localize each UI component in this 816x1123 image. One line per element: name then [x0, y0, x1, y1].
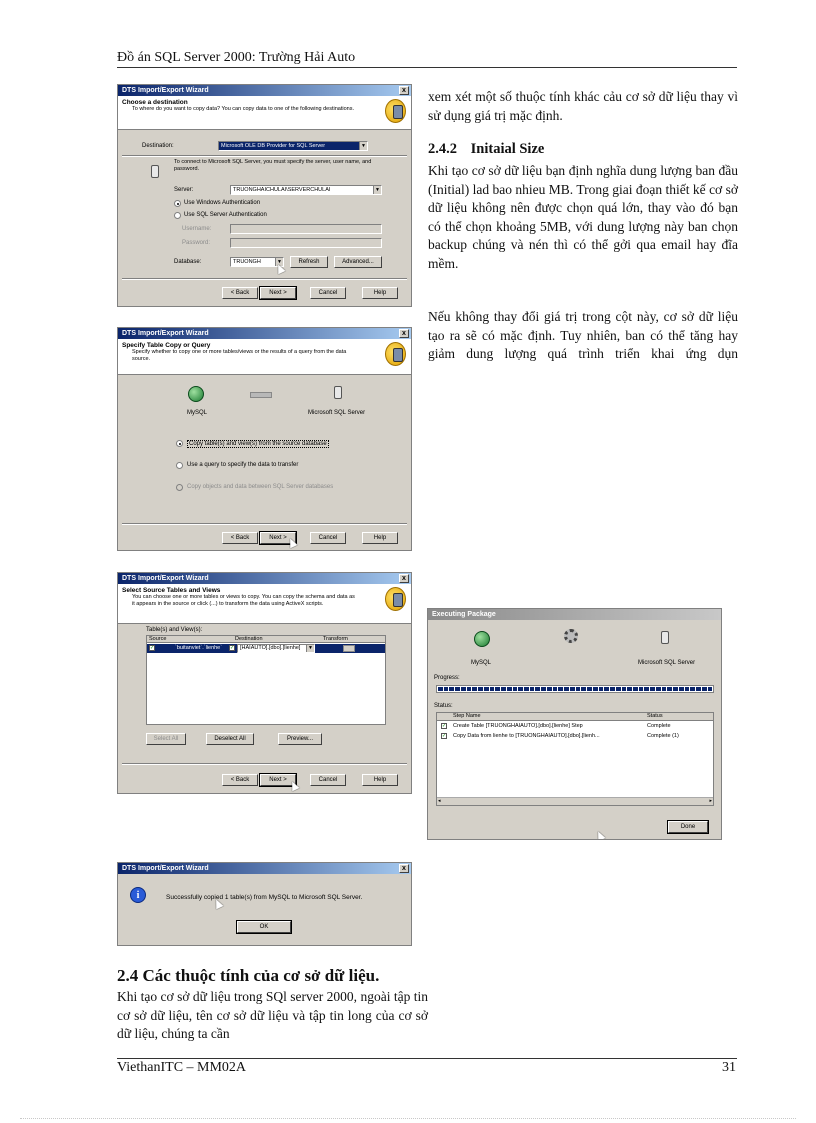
server-label: Server:: [174, 187, 194, 193]
back-button[interactable]: < Back: [222, 774, 258, 786]
progress-segment: [604, 687, 609, 691]
row-source: `buitanviet`.`lienhe`: [175, 645, 223, 651]
close-button[interactable]: x: [399, 574, 409, 583]
mouse-cursor-icon: [288, 780, 299, 792]
database-value: TRUONGH: [233, 259, 261, 265]
col-transform: Transform: [323, 636, 348, 642]
footer-rule: [117, 1058, 737, 1059]
wizard-icon: [385, 342, 406, 366]
dialog-titlebar: [118, 863, 411, 874]
step-status: Complete: [647, 723, 671, 729]
close-button[interactable]: x: [399, 86, 409, 95]
col-status: Status: [647, 713, 663, 719]
progress-segment: [547, 687, 552, 691]
check-icon: ✓: [442, 733, 447, 739]
username-label: Username:: [182, 226, 212, 232]
paragraph-properties: Khi tạo cơ sở dữ liệu trong SQl server 2000, ngoài tập tin cơ sở dữ liệu, tên cơ sở dữ liệu và tập tin long của cơ sở dữ liệu, chúng ta cần: [117, 989, 428, 1041]
status-list-header: [437, 713, 713, 721]
divider: [122, 523, 407, 525]
close-button[interactable]: x: [399, 864, 409, 873]
col-step-name: Step Name: [453, 713, 481, 719]
radio-copy-tables[interactable]: [176, 440, 183, 447]
progress-segment: [541, 687, 546, 691]
horizontal-scrollbar[interactable]: [437, 797, 713, 805]
dialog-titlebar: [118, 573, 411, 584]
progress-segment: [553, 687, 558, 691]
divider: [122, 155, 407, 157]
deselect-all-button[interactable]: Deselect All: [206, 733, 254, 745]
copy-tables-label: Copy table(s) and view(s) from the source database: [189, 441, 327, 447]
dialog-success-message: [117, 862, 412, 946]
list-item: [437, 722, 713, 731]
progress-segment: [472, 687, 477, 691]
progress-segment: [478, 687, 483, 691]
progress-label: Progress:: [434, 675, 460, 681]
list-item: [437, 732, 713, 741]
heading-number: 2.4.2: [428, 141, 457, 157]
gear-icon: [564, 629, 578, 643]
copy-objects-label: Copy objects and data between SQL Server databases: [187, 484, 334, 490]
progress-segment: [444, 687, 449, 691]
wizard-step-subtitle: To where do you want to copy data? You can copy data to one of the following destinations.: [132, 106, 354, 112]
select-all-button[interactable]: Select All: [146, 733, 186, 745]
sql-server-icon: [661, 631, 669, 644]
progress-segment: [708, 687, 713, 691]
destination-value: Microsoft OLE DB Provider for SQL Server: [221, 143, 326, 149]
progress-segment: [518, 687, 523, 691]
progress-segment: [696, 687, 701, 691]
scroll-left-icon[interactable]: ◂: [438, 798, 441, 804]
section-heading-2-4: 2.4 Các thuộc tính của cơ sở dữ liệu.: [117, 966, 380, 985]
progress-segment: [438, 687, 443, 691]
next-button[interactable]: Next >: [260, 532, 296, 544]
header-rule: [117, 67, 737, 68]
mouse-cursor-icon: [594, 830, 605, 840]
wizard-icon: [385, 99, 406, 123]
dialog-titlebar: [118, 328, 411, 339]
dialog-titlebar: [118, 85, 411, 96]
radio-sql-auth[interactable]: [174, 212, 181, 219]
refresh-button[interactable]: Refresh: [290, 256, 328, 268]
progress-segment: [535, 687, 540, 691]
password-input[interactable]: [230, 238, 382, 248]
progress-segment: [467, 687, 472, 691]
server-value: TRUONGHAICHULAI\SERVERCHULAI: [233, 187, 331, 193]
wizard-step-title: Select Source Tables and Views: [122, 587, 221, 594]
database-label: Database:: [174, 259, 202, 265]
progress-segment: [627, 687, 632, 691]
progress-segment: [644, 687, 649, 691]
status-list[interactable]: [436, 712, 714, 806]
step-status: Complete (1): [647, 733, 679, 739]
progress-segment: [501, 687, 506, 691]
dialog-title: Executing Package: [432, 611, 496, 618]
progress-segment: [576, 687, 581, 691]
checkbox-destination[interactable]: ✓: [230, 645, 235, 651]
paragraph-intro: xem xét một số thuộc tính khác cảu cơ sở dữ liệu thay vì sử dụng giá trị mặc định.: [428, 89, 738, 123]
help-button[interactable]: Help: [362, 774, 398, 786]
col-source: Source: [149, 636, 167, 642]
row-destination: [HAIAUTO].[dbo].[lienhe]: [240, 645, 301, 651]
step-name: Create Table [TRUONGHAIAUTO].[dbo].[lienhe] Step: [453, 723, 583, 729]
radio-use-query[interactable]: [176, 462, 183, 469]
progress-segment: [524, 687, 529, 691]
close-button[interactable]: x: [399, 329, 409, 338]
progress-segment: [507, 687, 512, 691]
back-button[interactable]: < Back: [222, 532, 258, 544]
preview-button[interactable]: Preview...: [278, 733, 322, 745]
divider: [122, 763, 407, 765]
dialog-titlebar: [428, 609, 721, 620]
next-button[interactable]: Next >: [260, 774, 296, 786]
wizard-header-band: [118, 96, 411, 130]
chevron-down-icon: ▼: [359, 142, 367, 150]
progress-segment: [599, 687, 604, 691]
cancel-button[interactable]: Cancel: [310, 287, 346, 299]
page-edge-dots: [20, 1118, 796, 1119]
progress-segment: [650, 687, 655, 691]
chevron-down-icon: ▼: [306, 645, 314, 652]
dialog-table-copy-or-query: [117, 327, 412, 551]
grid-header: [147, 636, 385, 643]
progress-segment: [587, 687, 592, 691]
table-row[interactable]: [147, 644, 385, 653]
password-label: Password:: [182, 240, 211, 246]
transform-button[interactable]: [343, 645, 355, 652]
server-select[interactable]: [230, 185, 382, 195]
dialog-title: DTS Import/Export Wizard: [122, 87, 209, 94]
dialog-select-source-tables: [117, 572, 412, 794]
mysql-globe-icon: [474, 631, 490, 647]
progress-segment: [449, 687, 454, 691]
wizard-step-title: Specify Table Copy or Query: [122, 342, 211, 349]
dialog-title: DTS Import/Export Wizard: [122, 575, 209, 582]
connection-info: To connect to Microsoft SQL Server, you must specify the server, user name, and password.: [174, 159, 372, 172]
success-message: Successfully copied 1 table(s) from MySQL to Microsoft SQL Server.: [166, 894, 363, 901]
progress-segment: [616, 687, 621, 691]
page-number: 31: [722, 1060, 736, 1075]
progress-segment: [461, 687, 466, 691]
source-name: MySQL: [187, 410, 208, 416]
progress-segment: [581, 687, 586, 691]
info-icon: i: [130, 887, 146, 903]
wizard-step-subtitle: Specify whether to copy one or more tables/views or the results of a query from the data source.: [132, 349, 347, 362]
back-button[interactable]: < Back: [222, 287, 258, 299]
done-button[interactable]: Done: [668, 821, 708, 833]
progress-segment: [564, 687, 569, 691]
tables-list-label: Table(s) and View(s):: [146, 627, 203, 633]
destination-select[interactable]: [218, 141, 368, 151]
checkbox-source[interactable]: ✓: [150, 645, 155, 651]
progress-segment: [513, 687, 518, 691]
progress-bar: [436, 685, 714, 693]
dialog-title: DTS Import/Export Wizard: [122, 330, 209, 337]
footer-left: ViethanITC – MM02A: [117, 1060, 247, 1075]
chevron-down-icon: ▼: [373, 186, 381, 194]
wizard-icon: [385, 587, 406, 611]
check-icon: ✓: [442, 723, 447, 729]
use-query-label: Use a query to specify the data to transfer: [187, 462, 299, 468]
progress-segment: [455, 687, 460, 691]
server-icon: [151, 165, 159, 178]
scroll-right-icon[interactable]: ▸: [709, 798, 712, 804]
help-button[interactable]: Help: [362, 287, 398, 299]
next-button[interactable]: Next >: [260, 287, 296, 299]
progress-segment: [690, 687, 695, 691]
progress-segment: [610, 687, 615, 691]
progress-segment: [593, 687, 598, 691]
progress-segment: [558, 687, 563, 691]
destination-name: Microsoft SQL Server: [308, 410, 366, 416]
progress-segment: [484, 687, 489, 691]
transfer-arrow-icon: [250, 392, 272, 398]
sql-auth-label: Use SQL Server Authentication: [184, 212, 267, 218]
help-button[interactable]: Help: [362, 532, 398, 544]
cancel-button[interactable]: Cancel: [310, 774, 346, 786]
username-input[interactable]: [230, 224, 382, 234]
paragraph-initial-size: Khi tạo cơ sở dữ liệu bạn định nghĩa dung lượng ban đầu (Initial) lad bao nhieu MB. Trong giai đoạn thiết kế cơ sở dữ liệu không nên được chọn quá lớn, thay vào đó bạn có thể chọn khoảng 5MB, với dung lượng này ban chọn backup chúng và nén thì có thể gởi qua email hay đĩa mềm.: [428, 163, 738, 271]
destination-label: Destination:: [142, 143, 174, 149]
radio-copy-objects[interactable]: [176, 484, 183, 491]
destination-select[interactable]: [237, 644, 315, 653]
ok-button[interactable]: OK: [237, 921, 291, 933]
page-header: Đồ án SQL Server 2000: Trường Hải Auto: [117, 50, 356, 65]
progress-segment: [530, 687, 535, 691]
progress-segment: [679, 687, 684, 691]
dialog-title: DTS Import/Export Wizard: [122, 865, 209, 872]
divider: [122, 278, 407, 280]
progress-segment: [662, 687, 667, 691]
dialog-executing-package: [427, 608, 722, 840]
progress-segment: [490, 687, 495, 691]
progress-segment: [495, 687, 500, 691]
heading-title: Initaial Size: [470, 141, 545, 157]
status-label: Status:: [434, 703, 453, 709]
advanced-button[interactable]: Advanced...: [334, 256, 382, 268]
progress-segment: [639, 687, 644, 691]
progress-segment: [702, 687, 707, 691]
sql-server-icon: [334, 386, 342, 399]
source-name: MySQL: [471, 660, 492, 666]
tables-grid[interactable]: [146, 635, 386, 725]
progress-segment: [685, 687, 690, 691]
section-heading-2-4-2: [428, 141, 544, 158]
dialog-choose-destination: [117, 84, 412, 307]
mysql-globe-icon: [188, 386, 204, 402]
progress-segment: [656, 687, 661, 691]
wizard-header-band: [118, 339, 411, 375]
progress-segment: [667, 687, 672, 691]
progress-segment: [570, 687, 575, 691]
wizard-step-title: Choose a destination: [122, 99, 188, 106]
destination-name: Microsoft SQL Server: [638, 660, 696, 666]
progress-segment: [633, 687, 638, 691]
windows-auth-label: Use Windows Authentication: [184, 200, 261, 206]
wizard-step-subtitle: You can choose one or more tables or views to copy. You can copy the schema and data as it appears in the source or click (...) to transform the data using ActiveX scripts.: [132, 594, 355, 607]
cancel-button[interactable]: Cancel: [310, 532, 346, 544]
step-name: Copy Data from lienhe to [TRUONGHAIAUTO].[dbo].[lienh...: [453, 733, 600, 739]
progress-segment: [673, 687, 678, 691]
paragraph-default-size: Nếu không thay đổi giá trị trong cột này, cơ sở dữ liệu tạo ra sẽ có mặc định. Tuy nhiên, ban có thể tăng hay giảm dung lượng quá trình triển khai ứng dụn: [428, 309, 738, 361]
col-destination: Destination: [235, 636, 263, 642]
progress-segment: [622, 687, 627, 691]
chevron-down-icon: ▼: [275, 258, 283, 266]
radio-windows-auth[interactable]: [174, 200, 181, 207]
wizard-header-band: [118, 584, 411, 624]
